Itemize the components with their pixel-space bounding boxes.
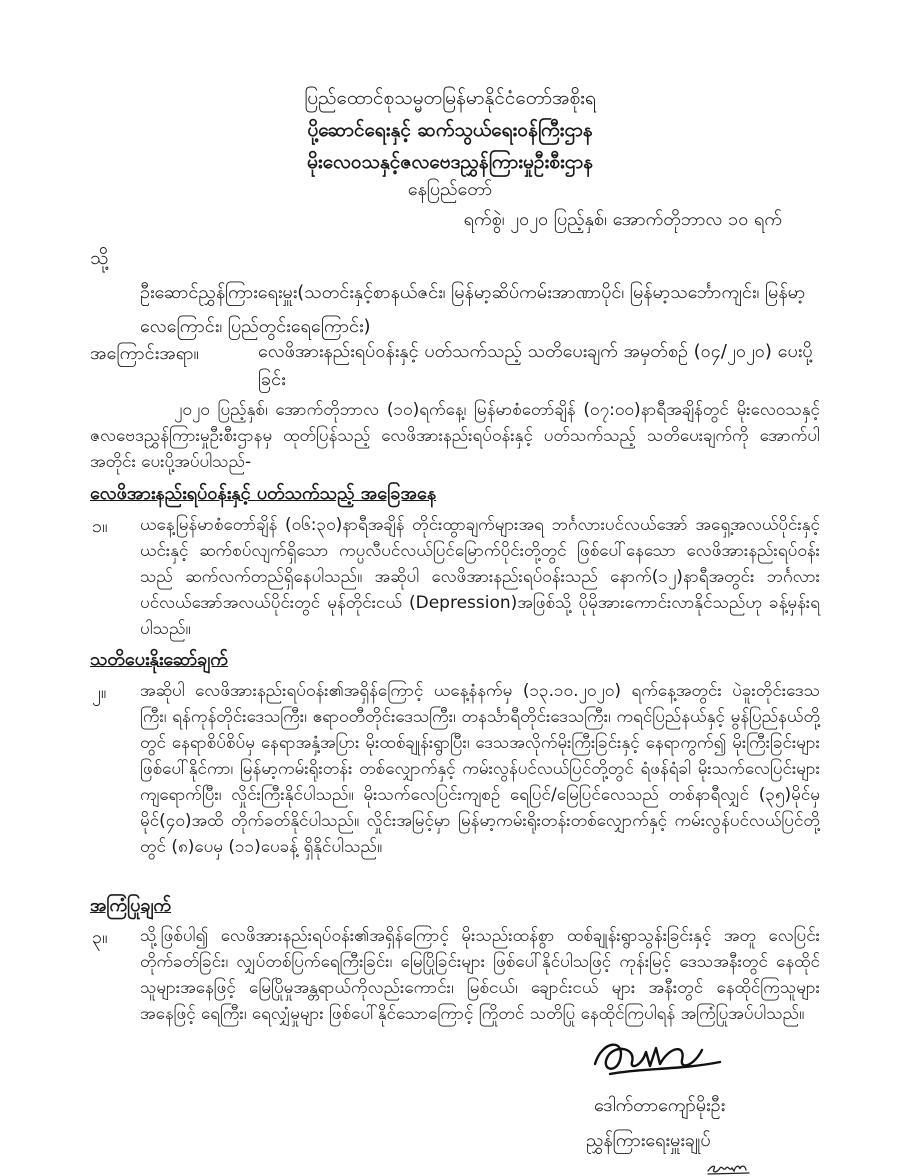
subject-label: အကြောင်းအရာ။ [90, 343, 199, 364]
ministry-name: ပို့ဆောင်ရေးနှင့် ဆက်သွယ်ရေးဝန်ကြီးဌာန [307, 119, 593, 141]
paragraph-situation: ယနေ့မြန်မာစံတော်ချိန် (၀၆:၃၀)နာရီအချိန် တိုင်းထွာချက်များအရ ဘင်္ဂလားပင်လယ်အော် အရှေ့အလယ်ပိုင်းနှင့် ယင်းနှင့် ဆက်စပ်လျက်ရှိသော ကပ္ပလီပင်လယ်ပြင်မြောက်ပိုင်းတို့တွင် ဖြစ်ပေါ်နေသော လေဖိအားနည်းရပ်ဝန်းသည် ဆက်လက်တည်ရှိနေပါသည်။ အဆိုပါ လေဖိအားနည်းရပ်ဝန်းသည် နောက်(၁၂)နာရီအတွင်း ဘင်္ဂလားပင်လယ်အော်အလယ်ပိုင်းတွင် မုန်တိုင်းငယ် (Depression)အဖြစ်သို့ ပိုမိုအားကောင်းလာနိုင်သည်ဟု ခန့်မှန်းရပါသည်။ [140, 515, 820, 639]
paragraph-warning: အဆိုပါ လေဖိအားနည်းရပ်ဝန်း၏အရှိန်ကြောင့် ယနေ့နံနက်မှ (၁၃.၁၀.၂၀၂၀) ရက်နေ့အတွင်း ပဲခူးတိုင်းဒေသကြီး၊ ရန်ကုန်တိုင်းဒေသကြီး၊ ဧရာဝတီတိုင်းဒေသကြီး၊ တနင်္သာရီတိုင်းဒေသကြီး၊ ကရင်ပြည်နယ်နှင့် မွန်ပြည်နယ်တို့တွင် နေရာစိပ်စိပ်မှ နေရာအနှံ့အပြား မိုးထစ်ချုန်းရွာပြီး၊ ဒေသအလိုက်မိုးကြီးခြင်းနှင့် နေရာကွက်၍ မိုးကြီးခြင်းများ ဖြစ်ပေါ်နိုင်ကာ၊ မြန်မာ့ကမ်းရိုးတန်း တစ်လျှောက်နှင့် ကမ်းလွန်ပင်လယ်ပြင်တို့တွင် ရံဖန်ရံခါ မိုးသက်လေပြင်းများ ကျရောက်ပြီး၊ လှိုင်းကြီးနိုင်ပါသည်။ မိုးသက်လေပြင်းကျစဉ် ရေပြင်/မြေပြင်လေသည် တစ်နာရီလျှင် (၃၅)မိုင်မှ မိုင်(၄၀)အထိ တိုက်ခတ်နိုင်ပါသည်။ လှိုင်းအမြင့်မှာ မြန်မာ့ကမ်းရိုးတန်းတစ်လျှောက်နှင့် ကမ်းလွန်ပင်လယ်ပြင်တို့တွင် (၈)ပေမှ (၁၁)ပေခန့် ရှိနိုင်ပါသည်။ [140, 681, 820, 857]
city-name: နေပြည်တော် [407, 179, 493, 200]
signatory-title: ညွှန်ကြားရေးမှူးချုပ် [586, 1130, 711, 1151]
intro-paragraph: ၂၀၂၀ ပြည့်နှစ်၊ အောက်တိုဘာလ (၁၀)ရက်နေ့၊ မြန်မာစံတော်ချိန် (၀၇:၀၀)နာရီအချိန်တွင် မိုးလေဝသနှင့် ဇလဗေဒညွှန်ကြားမှုဦးစီးဌာနမှ ထုတ်ပြန်သည့် လေဖိအားနည်းရပ်ဝန်းနှင့် ပတ်သက်သည့် သတိပေးချက်ကို အောက်ပါအတိုင်း ပေးပို့အပ်ပါသည်- [90, 400, 820, 472]
letter-date: ရက်စွဲ၊ ၂၀၂၀ ပြည့်နှစ်၊ အောက်တိုဘာလ ၁၀ ရက် [463, 209, 782, 230]
paragraph-number-2: ၂။ [92, 682, 107, 703]
government-name: ပြည်ထောင်စုသမ္မတမြန်မာနိုင်ငံတော်အစိုးရ [304, 87, 596, 109]
subject-text: လေဖိအားနည်းရပ်ဝန်းနှင့် ပတ်သက်သည့် သတိပေးချက် အမှတ်စဉ် (၀၄/၂၀၂၀) ပေးပို့ခြင်း [258, 341, 813, 390]
section-heading-situation: လေဖိအားနည်းရပ်ဝန်းနှင့် ပတ်သက်သည့် အခြေအနေ [90, 483, 437, 504]
handwritten-initials [705, 1160, 753, 1176]
section-heading-warning: သတိပေးနိုးဆော်ချက် [90, 649, 228, 670]
recipients: ဦးဆောင်ညွှန်ကြားရေးမှူး(သတင်းနှင့်စာနယ်ဇင်း၊ မြန်မာ့ဆိပ်ကမ်းအာဏာပိုင်၊ မြန်မာ့သင်္ဘောကျင်း၊ မြန်မာ့လေကြောင်း၊ ပြည်တွင်းရေကြောင်း) [140, 282, 806, 337]
paragraph-number-3: ၃။ [92, 927, 108, 948]
paragraph-advice: သို့ဖြစ်ပါ၍ လေဖိအားနည်းရပ်ဝန်း၏အရှိန်ကြောင့် မိုးသည်းထန်စွာ ထစ်ချုန်းရွာသွန်းခြင်းနှင့် အတူ လေပြင်းတိုက်ခတ်ခြင်း၊ လျှပ်တစ်ပြက်ရေကြီးခြင်း၊ မြေပြိုခြင်းများ ဖြစ်ပေါ်နိုင်ပါသဖြင့် ကုန်းမြင့် ဒေသအနီးတွင် နေထိုင်သူများအနေဖြင့် မြေပြိုမှုအန္တရာယ်ကိုလည်းကောင်း၊ မြစ်ငယ်၊ ချောင်းငယ် များ အနီးတွင် နေထိုင်ကြသူများအနေဖြင့် ရေကြီး၊ ရေလျှံမှုများ ဖြစ်ပေါ်နိုင်သောကြောင့် ကြိုတင် သတိပြု နေထိုင်ကြပါရန် အကြံပြုအပ်ပါသည်။ [140, 926, 820, 1024]
signatory-name: ဒေါက်တာကျော်မိုးဦး [594, 1095, 726, 1116]
to-label: သို့ [90, 247, 109, 269]
section-heading-advice: အကြံပြုချက် [90, 895, 172, 916]
handwritten-signature [590, 1026, 740, 1086]
paragraph-number-1: ၁။ [92, 516, 108, 537]
department-name: မိုးလေဝသနှင့်ဇလဗေဒညွှန်ကြားမှုဦးစီးဌာန [307, 151, 593, 173]
